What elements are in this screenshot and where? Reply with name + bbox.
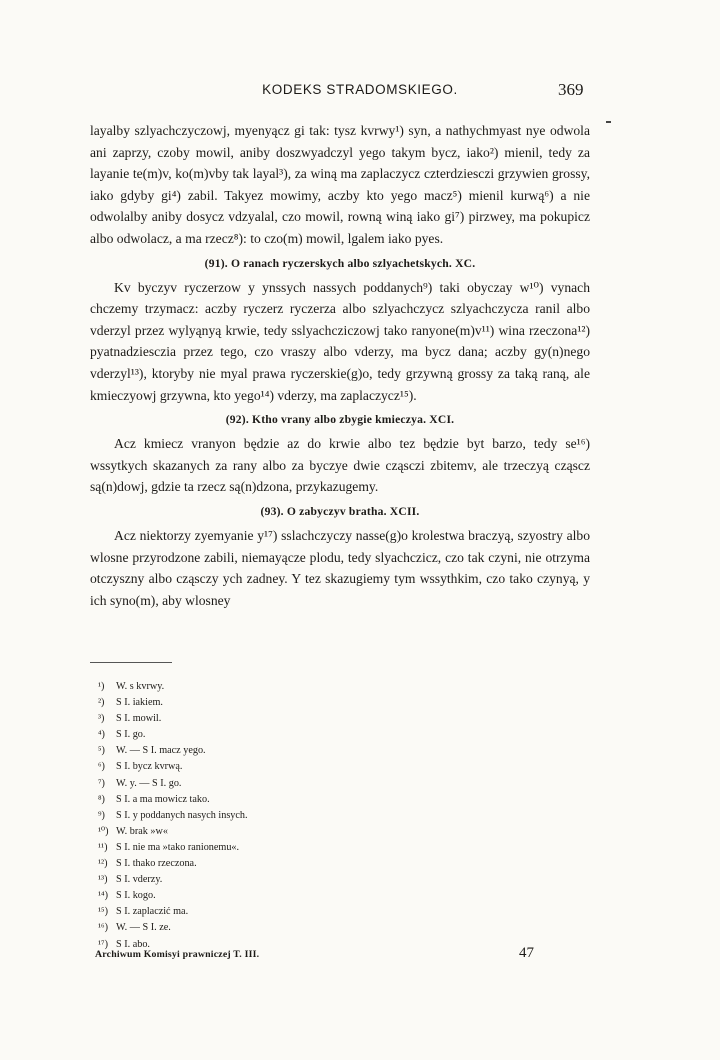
footnote: ²) S I. iakiem. — [98, 697, 163, 709]
footnote: ¹⁰) W. brak »w« — [98, 825, 168, 837]
paragraph-3: Acz kmiecz vranyon będzie az do krwie albo tez będzie byt barzo, tedy se¹⁶) wssytkych skazanych za rany albo za byczye dwie cząsczi zbitemv, ale trzeczyą cząscz są(n)dowj, gdzie ta rzecz są(n)dzona, przykazugemy. — [90, 436, 590, 495]
footnote: ³) S I. mowil. — [98, 713, 162, 725]
margin-mark — [606, 121, 611, 123]
footer-publication: Archiwum Komisyi prawniczej T. III. — [95, 949, 260, 960]
signature-mark: 47 — [519, 945, 534, 961]
page-number: 369 — [558, 80, 584, 99]
section-heading-92: (92). Ktho vrany albo zbygie kmieczya. XCI. — [225, 413, 455, 427]
section-heading-91: (91). O ranach ryczerskych albo szlyachetskych. XC. — [204, 256, 476, 270]
footnote: ¹⁴) S I. kogo. — [98, 890, 156, 902]
footnote: ¹⁶) W. — S I. ze. — [98, 922, 171, 934]
footnote: ⁸) S I. a ma mowicz tako. — [98, 793, 210, 805]
footnote: ⁶) S I. bycz kvrwą. — [98, 761, 183, 773]
footnote: ⁹) S I. y poddanych nasych insych. — [98, 809, 248, 821]
running-head: KODEKS STRADOMSKIEGO. — [262, 82, 458, 97]
footnote: ⁴) S I. go. — [98, 729, 146, 741]
footnote: ¹³) S I. vderzy. — [98, 874, 163, 886]
footnote: ¹¹) S I. nie ma »tako ranionemu«. — [98, 841, 240, 853]
footnote: ¹²) S I. thako rzeczona. — [98, 858, 197, 870]
footnote: ¹⁷) S I. abo. — [98, 938, 150, 950]
paragraph-4: Acz niektorzy zyemyanie y¹⁷) sslachczyczy nasse(g)o krolestwa braczyą, szyostry albo wlosne przyrodzone zabili, niemayącze plodu, tedy slyachczicz, czo tak czyni, nie otrzyma otczyszny albo cząsczy ych zadney. Y tez skazugiemy tym wssythkim, czo tako czynyą, y ich syno(m), aby wlosney — [90, 527, 590, 608]
paragraph-2: Kv byczyv ryczerzow y ynssych nassych poddanych⁹) taki obyczay w¹⁰) vynach chczemy trzymacz: aczby ryczerz ryczerza albo szlyachczycz szlyachczycza ranil albo vderzyl przez wylyąnyą krwie, tedy sslyachcziczowj tako ranyone(m)v¹¹) wina rzeczona¹²) pyatnadziesczia przez tego, czo vraszy albo vderzy, ma bycz dana; aczby gy(n)nego vderzyl¹³), ktoryby nie myal prawa ryczerskie(g)o, tedy grzywną grossy za taką raną, ale kmieczyowj grzywna, kto yego¹⁴) vderzy, ma zaplaczycz¹⁵). — [90, 279, 590, 403]
footnote-divider — [90, 662, 172, 663]
footnote: ⁷) W. y. — S I. go. — [98, 777, 182, 789]
main-text — [90, 120, 590, 611]
footnote: ⁵) W. — S I. macz yego. — [98, 745, 206, 757]
paragraph-1: layalby szlyachczyczowj, myenyącz gi tak: tysz kvrwy¹) syn, a nathychmyast nye odwola ani zaprzy, czoby mowil, aniby doszwyadczyl yego takym bycz, iako²) mienil, tedy za layanie te(m)v, ko(m)vby tak layal³), za winą ma zaplaczycz czterdziesczi grzywien grossy, iako gdyby gi⁴) zabil. Takyez mowimy, aczby kto yego macz⁵) mienil kurwą⁶) a nie odwolalby aniby dosycz vdzyalal, czo mowil, rowną winą iako gi⁷) pirzwey, ma pokupicz albo odwolacz, a ma rzecz⁸): to czo(m) mowil, lgalem iako pyes. — [90, 123, 590, 246]
footnote: ¹⁵) S I. zaplaczić ma. — [98, 906, 189, 918]
footnote: ¹) W. s kvrwy. — [98, 681, 165, 692]
footnote-list — [98, 679, 498, 953]
section-heading-93: (93). O zabyczyv bratha. XCII. — [260, 504, 420, 518]
